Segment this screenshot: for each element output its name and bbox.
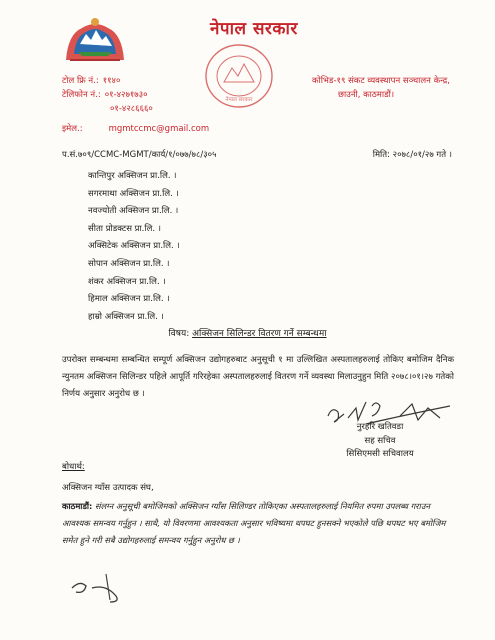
office-address: छाउनी, काठमाडौं। [338,90,395,100]
recipient-list [88,168,180,326]
email-label: इमेल.: [62,124,83,134]
recipient-item: अक्सिटेक अक्सिजन प्रा.लि. । [88,241,180,252]
recipient-item: हाम्रो अक्सिजन प्रा.लि. । [88,311,164,322]
letter-body: उपरोक्त सम्बन्धमा सम्बन्धित सम्पूर्ण अक्सिजन उद्योगहरुबाट अनुसूची १ मा उल्लिखित अस्पतालहरुलाई तोकिए बमोजिम दैनिक न्युनतम अक्सिजन सिलिन्डर पहिले आपूर्ति गरिरहेका अस्पतालहरुलाई वितरण गर्ने व्यवस्था मिलाउनुहुन मिति २०७८।०१।२७ गतेको निर्णय अनुसार अनुरोध छ । [62,355,454,399]
recipient-item: कान्तिपुर अक्सिजन प्रा.लि. । [88,171,177,181]
subject-label: विषय: [168,329,190,339]
cc-text: संलग्न अनुसूची बमोजिमको अक्सिजन ग्याँस सिलिण्डर तोकिएका अस्पतालहरुलाई नियमित रुपमा उपलब्ध गराउन आवश्यक समन्वय गर्नुहुन । साथै, यो विवरणमा आवश्यकता अनुसार भविष्यमा थपघट हुनसक्ने भएकोले पछि थपघट भए बमोजिम समेत हुने गरी सबै उद्योगहरुलाई समन्वय गर्नुहुन अनुरोध छ । [62,501,446,545]
recipient-item: नवज्योती अक्सिजन प्रा.लि. । [88,206,179,217]
cc-body [62,498,454,549]
subject-line [0,326,495,339]
reference-number: प.सं.७०९/CCMC-MGMT/कार्य/१/०७७/७८/३०५ [62,150,217,160]
reference-line [62,149,452,160]
phone-number-1: ०१-४२७१७३० [104,90,148,100]
initials-signature [66,566,146,606]
letter-date: मिति: २०७८/०१/२७ गते । [372,150,452,160]
signer-block [320,421,440,462]
phone-number-2: ०१-४२८६६६० [110,104,153,114]
recipient-item: हिमाल अक्सिजन प्रा.लि. । [88,294,170,305]
letterhead-title: नेपाल सरकार [210,19,298,39]
svg-text:नेपाल सरकार: नेपाल सरकार [225,97,253,103]
recipient-item: सगरमाथा अक्सिजन प्रा.लि. । [88,188,179,199]
contact-block [62,74,209,136]
office-seal-icon [200,40,278,112]
cc-heading: बोधार्थ: [62,462,85,472]
email-address: mgmtccmc@gmail.com [108,124,210,134]
recipient-item: शंकर अक्सिजन प्रा.लि. । [88,276,166,287]
cc-place: काठमाडौं: [62,501,93,511]
nepal-emblem-icon [62,14,128,64]
toll-free-label: टोल फ्रि नं.: [62,76,99,86]
recipient-item: सीता प्रोडक्टस प्रा.लि. । [88,223,161,234]
signer-name: नुरहरि खतिवडा [356,422,404,432]
cc-organization: अक्सिजन ग्याँस उत्पादक संघ, [62,483,154,493]
office-name: कोभिड-१९ संकट व्यवस्थापन सञ्चालन केन्द्र, [312,76,450,86]
office-address-block [312,74,482,102]
recipient-item: सोपान अक्सिजन प्रा.लि. । [88,258,170,269]
subject-text: अक्सिजन सिलिन्डर वितरण गर्ने सम्बन्धमा [192,329,327,339]
signer-office: सिसिएमसी सचिवालय [346,449,414,459]
phone-label: टेलिफोन नं.: [62,90,101,100]
toll-free-number: ११४० [102,76,121,86]
signer-title: सह सचिव [364,435,396,446]
